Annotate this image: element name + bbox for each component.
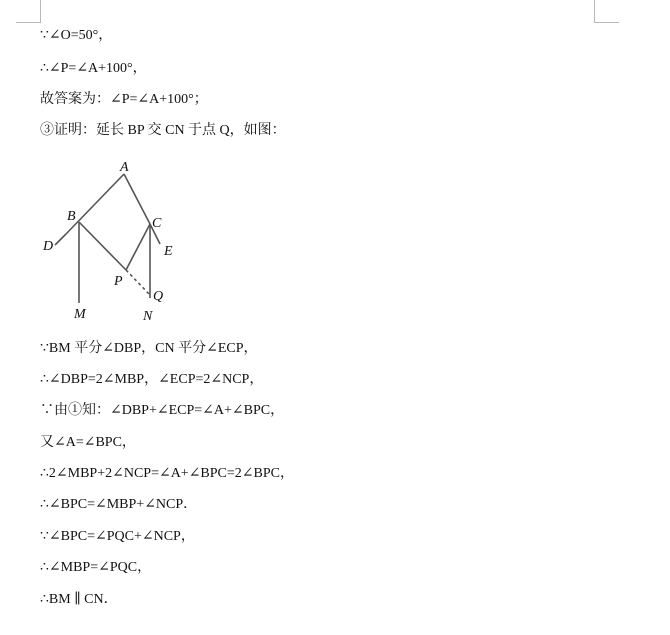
text-line-3: 故答案为：∠P=∠A+100°； [40,92,208,107]
segment-AC [124,174,150,224]
point-label-D: D [43,239,54,254]
segment-BP [79,222,126,270]
text-line-9: ∴2∠MBP+2∠NCP=∠A+∠BPC=2∠BPC， [40,466,294,481]
page-corner-mark-top-left [16,0,41,23]
point-label-E: E [164,244,173,259]
point-label-C: C [152,216,162,231]
text-line-4: ③证明：延长 BP 交 CN 于点 Q，如图： [40,123,286,138]
point-label-M: M [74,307,86,322]
text-line-5: ∵BM 平分∠DBP，CN 平分∠ECP， [40,341,258,356]
segment-PC [126,224,150,270]
segment-AB [66,174,124,234]
point-label-N: N [143,309,153,324]
text-line-8: 又∠A=∠BPC， [40,435,136,450]
segment-PQ-dashed [126,270,150,295]
text-line-7: ∵由①知：∠DBP+∠ECP=∠A+∠BPC， [40,403,285,418]
text-line-2: ∴∠P=∠A+100°， [40,61,147,76]
text-line-6: ∴∠DBP=2∠MBP，∠ECP=2∠NCP， [40,372,264,387]
page-corner-mark-top-right [594,0,619,23]
point-label-B: B [67,209,76,224]
segment-BD [55,234,66,245]
figure-lines [55,174,160,303]
geometry-figure [38,152,188,328]
text-line-11: ∵∠BPC=∠PQC+∠NCP， [40,529,195,544]
point-label-Q: Q [153,289,164,304]
text-line-13: ∴BM ∥ CN． [40,592,118,607]
text-line-10: ∴∠BPC=∠MBP+∠NCP． [40,497,198,512]
text-line-12: ∴∠MBP=∠PQC， [40,560,152,575]
point-label-A: A [120,160,129,175]
point-label-P: P [114,274,123,289]
text-line-1: ∵∠O=50°， [40,28,113,43]
